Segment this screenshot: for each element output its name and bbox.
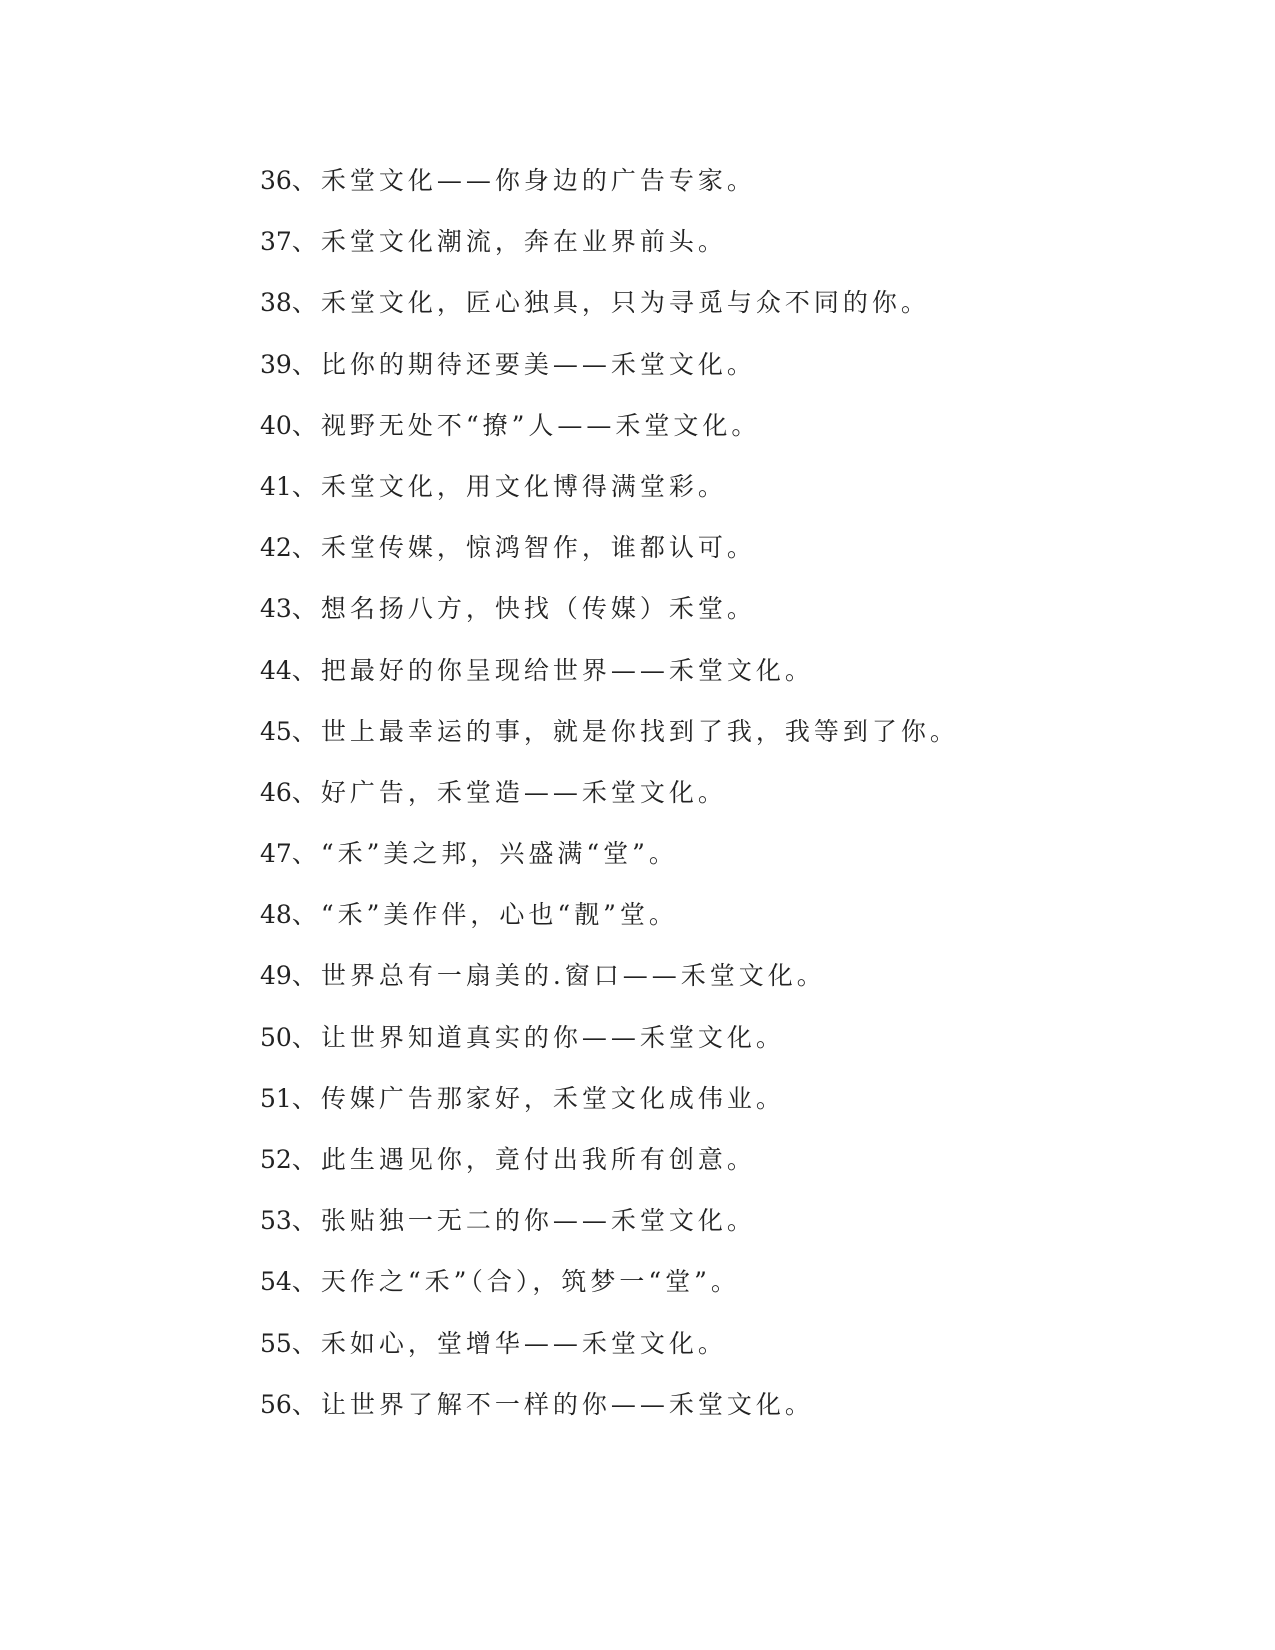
item-number: 40 bbox=[260, 410, 292, 440]
list-item bbox=[260, 529, 1160, 590]
item-text: 、张贴独一无二的你——禾堂文化。 bbox=[291, 1206, 756, 1236]
item-text: 、让世界了解不一样的你——禾堂文化。 bbox=[291, 1389, 814, 1419]
item-number: 46 bbox=[260, 777, 292, 807]
list-item bbox=[260, 957, 1160, 1018]
item-number: 43 bbox=[260, 594, 292, 624]
list-item bbox=[260, 468, 1160, 529]
list-item bbox=[260, 590, 1160, 651]
item-number: 52 bbox=[260, 1145, 292, 1174]
item-number: 44 bbox=[260, 655, 292, 685]
list-item bbox=[260, 1202, 1160, 1263]
item-number: 42 bbox=[260, 533, 292, 563]
list-item bbox=[260, 1386, 1160, 1447]
item-text: 、禾堂文化，匠心独具，只为寻觅与众不同的你。 bbox=[291, 288, 930, 318]
list-item bbox=[260, 407, 1160, 468]
item-number: 41 bbox=[260, 471, 292, 501]
item-number: 55 bbox=[260, 1328, 292, 1358]
list-item bbox=[260, 774, 1160, 835]
item-number: 36 bbox=[260, 166, 292, 195]
item-text: 、禾堂文化——你身边的广告专家。 bbox=[291, 166, 756, 195]
list-item bbox=[260, 1019, 1160, 1080]
item-text: 、好广告，禾堂造——禾堂文化。 bbox=[291, 777, 727, 807]
item-text: 、视野无处不“撩”人——禾堂文化。 bbox=[291, 410, 761, 440]
item-text: 、禾如心，堂增华——禾堂文化。 bbox=[291, 1328, 727, 1358]
item-text: 、世界总有一扇美的.窗口——禾堂文化。 bbox=[291, 961, 826, 991]
item-text: 、此生遇见你，竟付出我所有创意。 bbox=[291, 1145, 756, 1174]
item-text: 、禾堂文化，用文化博得满堂彩。 bbox=[291, 471, 727, 501]
list-item bbox=[260, 896, 1160, 957]
item-number: 45 bbox=[260, 716, 292, 746]
list-item bbox=[260, 713, 1160, 774]
item-text: 、比你的期待还要美——禾堂文化。 bbox=[291, 349, 756, 379]
item-number: 54 bbox=[260, 1267, 292, 1297]
item-number: 38 bbox=[260, 288, 292, 318]
item-number: 48 bbox=[260, 900, 292, 930]
item-text: 、想名扬八方，快找（传媒）禾堂。 bbox=[291, 594, 756, 624]
item-number: 50 bbox=[260, 1022, 292, 1052]
item-number: 47 bbox=[260, 839, 292, 869]
item-number: 53 bbox=[260, 1206, 292, 1236]
item-number: 56 bbox=[260, 1389, 292, 1419]
item-number: 49 bbox=[260, 961, 292, 991]
item-text: 、“禾”美作伴，心也“靓”堂。 bbox=[291, 900, 678, 930]
item-text: 、“禾”美之邦，兴盛满“堂”。 bbox=[291, 839, 678, 869]
item-text: 、把最好的你呈现给世界——禾堂文化。 bbox=[291, 655, 814, 685]
item-text: 、禾堂文化潮流，奔在业界前头。 bbox=[291, 227, 727, 257]
list-item bbox=[260, 162, 1160, 223]
item-number: 37 bbox=[260, 227, 292, 257]
list-item bbox=[260, 1141, 1160, 1202]
list-item bbox=[260, 652, 1160, 713]
list-item bbox=[260, 346, 1160, 407]
list-item bbox=[260, 835, 1160, 896]
item-text: 、世上最幸运的事，就是你找到了我，我等到了你。 bbox=[291, 716, 959, 746]
list-item bbox=[260, 1263, 1160, 1324]
item-text: 、禾堂传媒，惊鸿智作，谁都认可。 bbox=[291, 533, 756, 563]
item-text: 、让世界知道真实的你——禾堂文化。 bbox=[291, 1022, 785, 1052]
list-item bbox=[260, 223, 1160, 284]
list-item bbox=[260, 1325, 1160, 1386]
item-text: 、天作之“禾”（合），筑梦一“堂”。 bbox=[291, 1267, 740, 1297]
list-item bbox=[260, 1080, 1160, 1141]
item-number: 39 bbox=[260, 349, 292, 379]
slogan-list bbox=[260, 162, 1160, 1447]
item-text: 、传媒广告那家好，禾堂文化成伟业。 bbox=[291, 1083, 785, 1113]
list-item bbox=[260, 284, 1160, 345]
item-number: 51 bbox=[260, 1083, 292, 1113]
